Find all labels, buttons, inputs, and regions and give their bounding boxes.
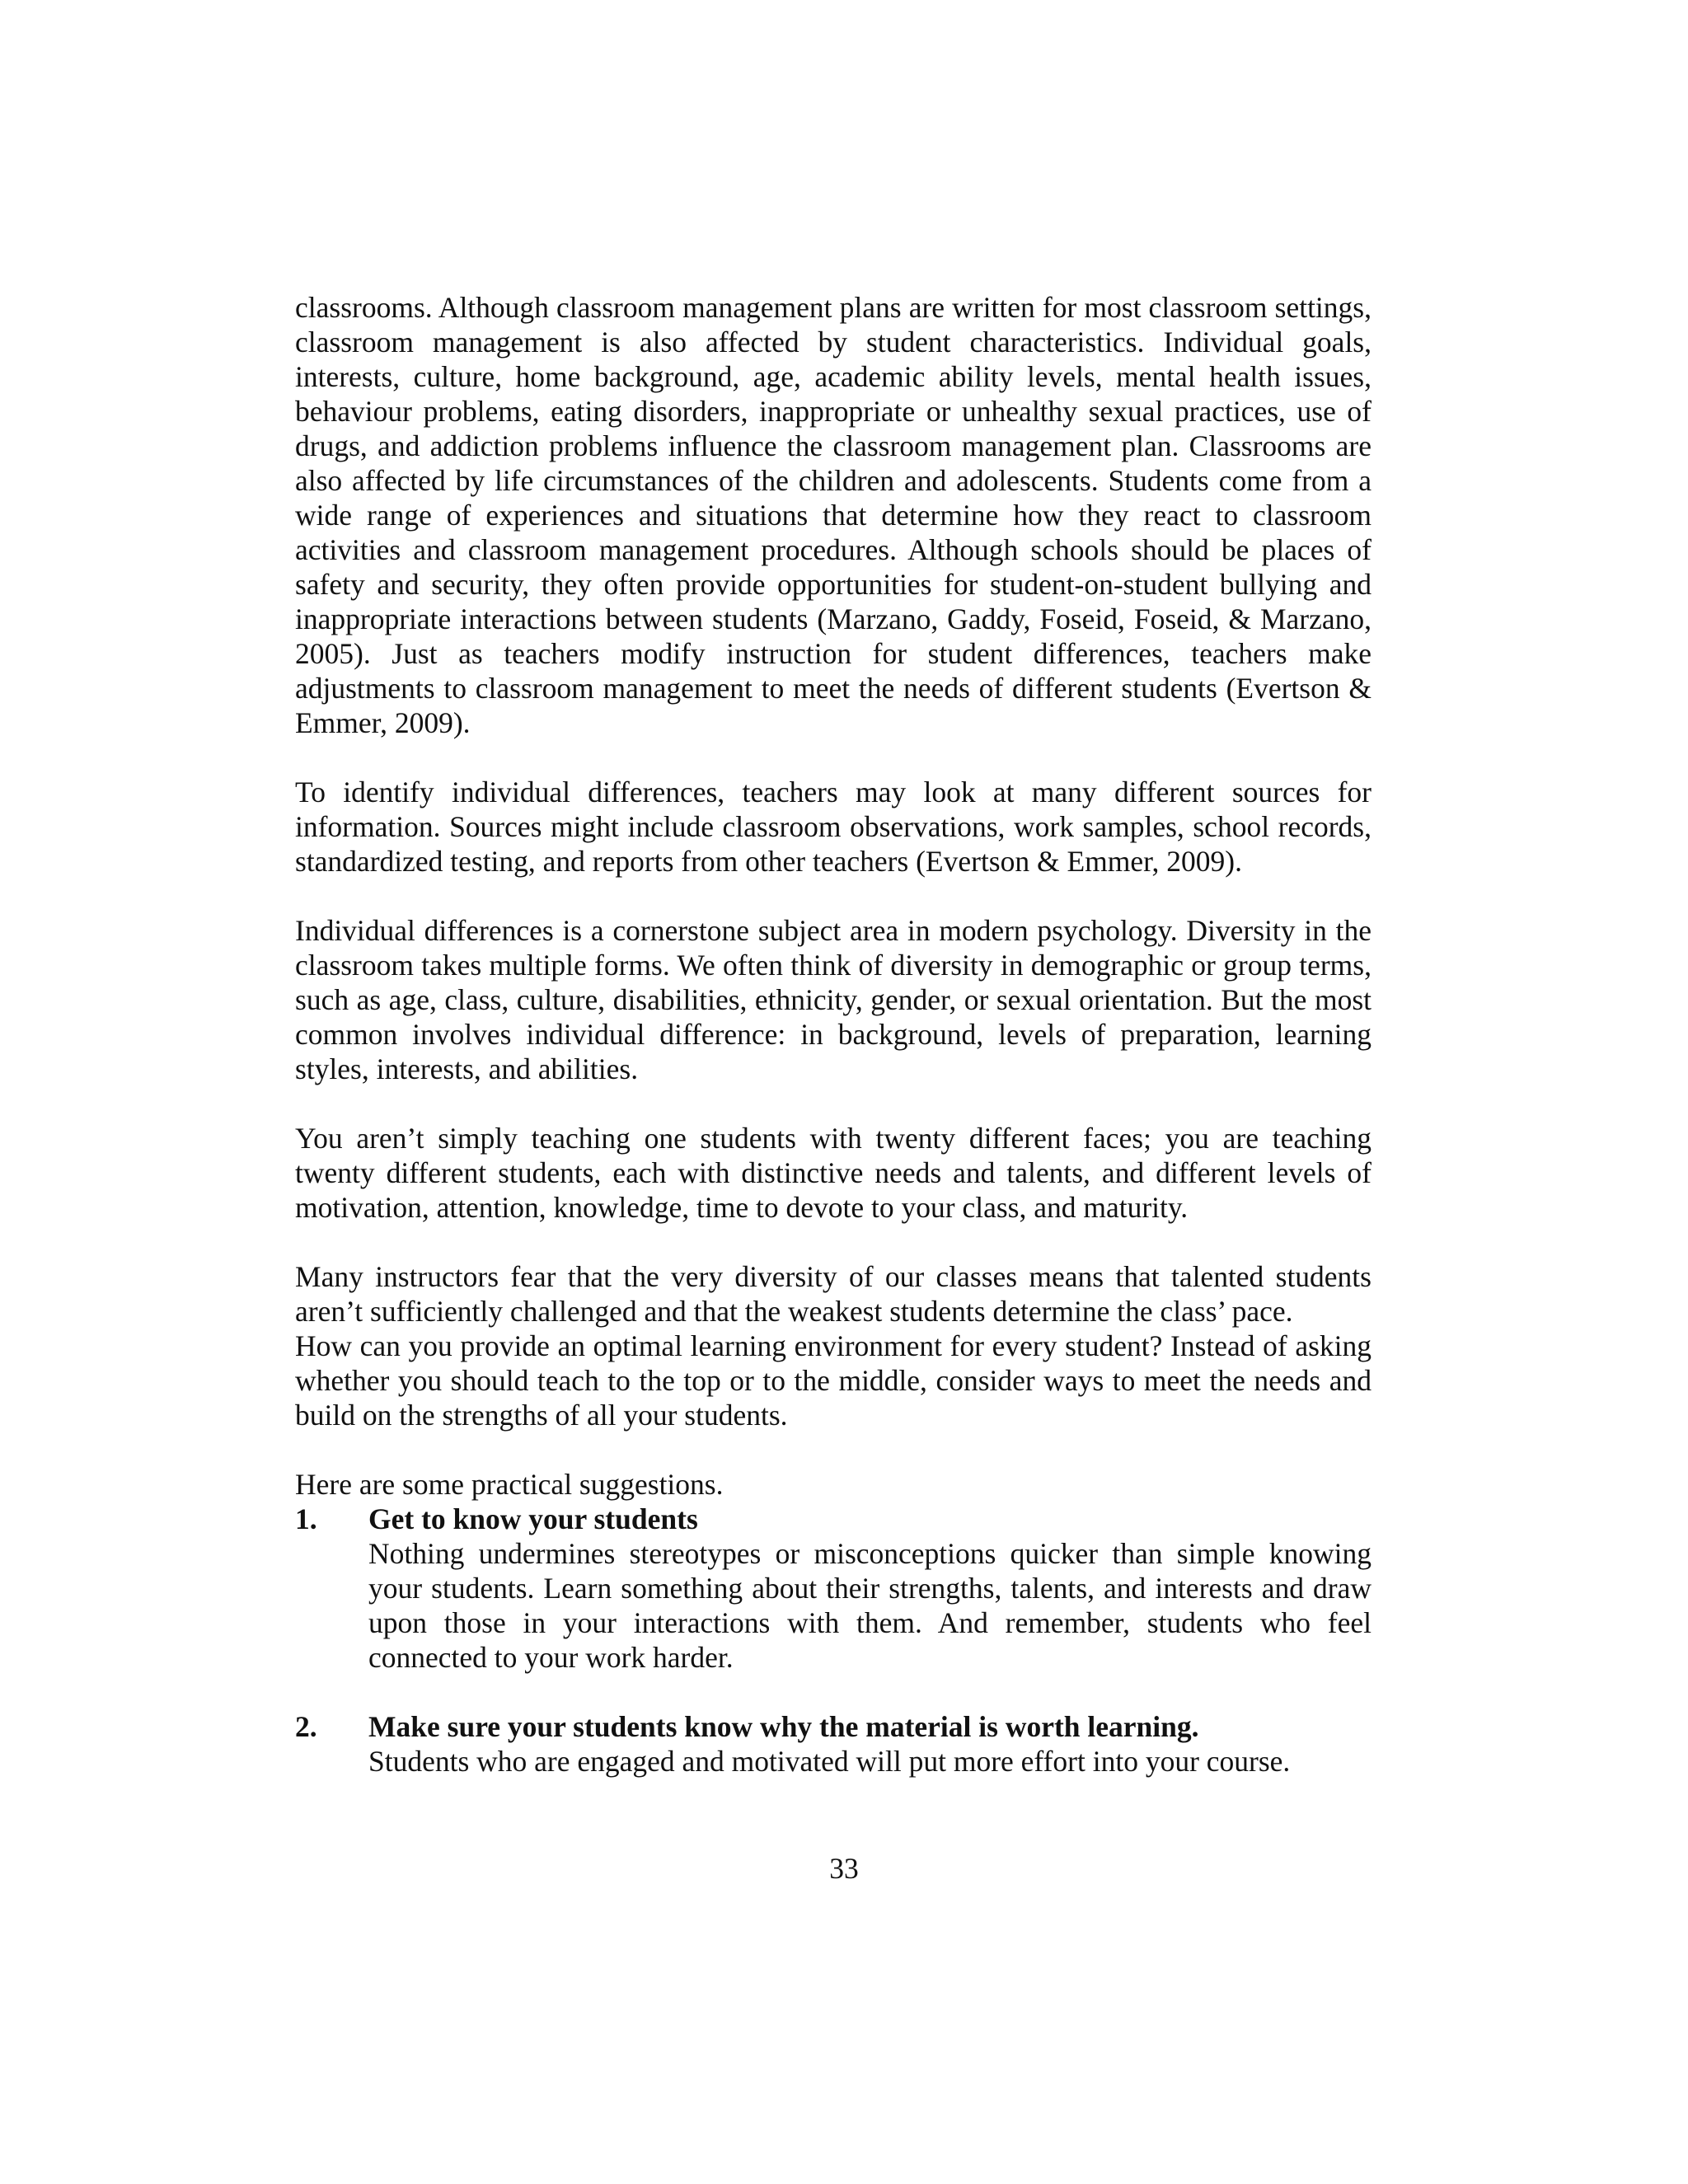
paragraph-identify-differences: To identify individual differences, teachers may look at many different sources for information. Sources might include classroom observations, work samples, school records, standardized testing, and reports from other teachers (Evertson & Emmer, 2009). bbox=[295, 776, 1372, 878]
suggestions-list bbox=[295, 1502, 1372, 1779]
paragraph-classroom-management: classrooms. Although classroom management plans are written for most classroom settings, classroom management is also affected by student characteristics. Individual goals, interests, culture, home background, age, academic ability levels, mental health issues, behaviour problems, eating disorders, inappropriate or unhealthy sexual practices, use of drugs, and addiction problems influence the classroom management plan. Classrooms are also affected by life circumstances of the children and adolescents. Students come from a wide range of experiences and situations that determine how they react to classroom activities and classroom management procedures. Although schools should be places of safety and security, they often provide opportunities for student-on-student bullying and inappropriate interactions between students (Marzano, Gaddy, Foseid, Foseid, & Marzano, 2005). Just as teachers modify instruction for student differences, teachers make adjustments to classroom management to meet the needs of different students (Evertson & Emmer, 2009). bbox=[295, 291, 1372, 739]
list-item-heading: Get to know your students bbox=[368, 1502, 698, 1535]
paragraph-instructors-fear: Many instructors fear that the very diversity of our classes means that talented students aren’t sufficiently challenged and that the weakest students determine the class’ pace. bbox=[295, 1260, 1372, 1328]
list-item-number: 1. bbox=[295, 1502, 317, 1535]
list-item-heading: Make sure your students know why the material is worth learning. bbox=[368, 1710, 1199, 1743]
paragraph-individual-differences: Individual differences is a cornerstone subject area in modern psychology. Diversity in the classroom takes multiple forms. We often think of diversity in demographic or group terms, such as age, class, culture, disabilities, ethnicity, gender, or sexual orientation. But the most common involves individual difference: in background, levels of preparation, learning styles, interests, and abilities. bbox=[295, 914, 1372, 1085]
page-body bbox=[295, 290, 1372, 1779]
paragraph-optimal-environment: How can you provide an optimal learning environment for every student? Instead of asking whether you should teach to the top or to the middle, consider ways to meet the needs and build on the strengths of all your students. bbox=[295, 1329, 1372, 1432]
list-item-number: 2. bbox=[295, 1710, 317, 1743]
paragraph-twenty-students: You aren’t simply teaching one students with twenty different faces; you are teaching twenty different students, each with distinctive needs and talents, and different levels of motivation, attention, knowledge, time to devote to your class, and maturity. bbox=[295, 1122, 1372, 1224]
list-item-body: Students who are engaged and motivated will put more effort into your course. bbox=[368, 1745, 1291, 1778]
list-item bbox=[295, 1502, 1372, 1675]
page-number: 33 bbox=[829, 1852, 859, 1885]
list-item-body: Nothing undermines stereotypes or misconceptions quicker than simple knowing your students. Learn something about their strengths, talents, and interests and draw upon those in your interactions with them. And remember, students who feel connected to your work harder. bbox=[368, 1537, 1372, 1674]
list-item bbox=[295, 1709, 1372, 1779]
suggestions-intro: Here are some practical suggestions. bbox=[295, 1468, 724, 1501]
